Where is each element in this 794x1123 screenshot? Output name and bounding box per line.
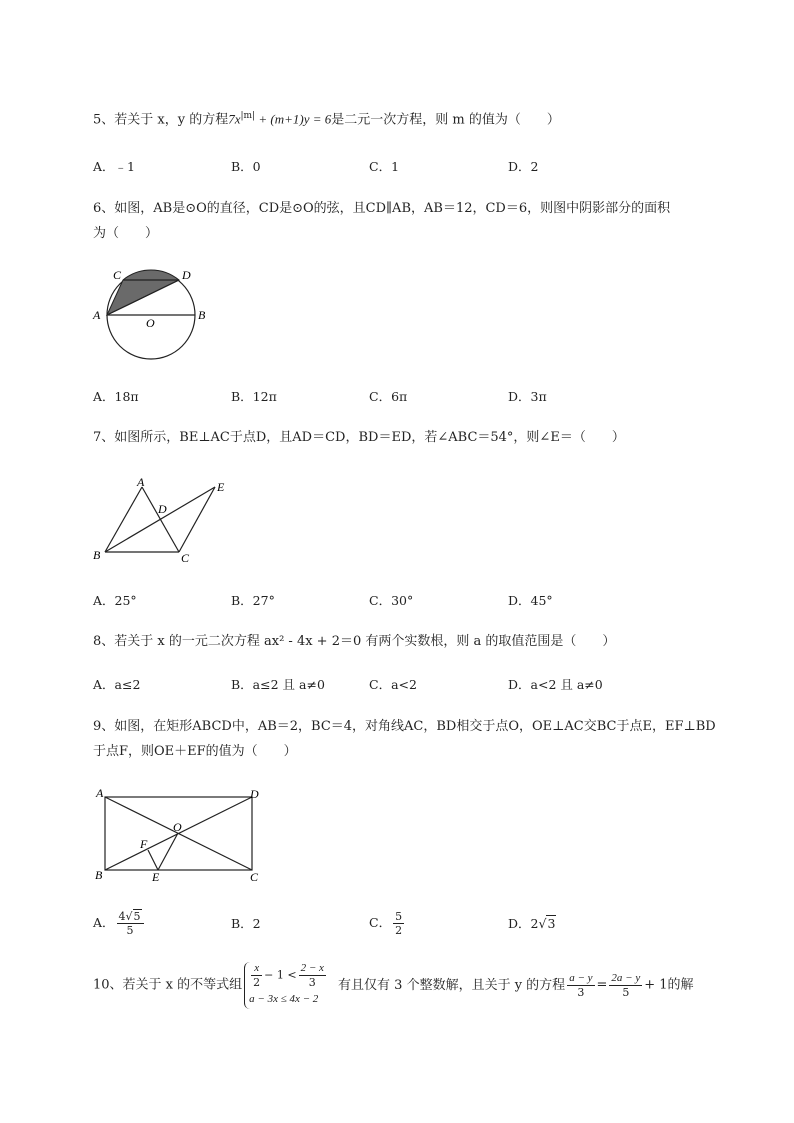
q7-option-c: C．30° — [369, 593, 414, 608]
q8-option-b: B．a≤2 且 a≠0 — [231, 677, 325, 692]
q6-label-a: A — [93, 308, 101, 322]
q10-ineq1-num-a: x — [251, 962, 262, 976]
q9-label-o: O — [173, 820, 182, 834]
q9-option-c-denominator: 2 — [395, 924, 403, 937]
q10-stem — [93, 962, 694, 1009]
q9-option-a-denominator: 5 — [126, 924, 134, 937]
q7-label-d: D — [158, 502, 167, 516]
q6-label-c: C — [113, 268, 122, 282]
q10-eq-den-b: 5 — [622, 986, 630, 999]
q6-label-o: O — [146, 316, 155, 330]
q5-eq-a: 7x — [228, 111, 241, 127]
q10-ineq1-den-b: 3 — [308, 976, 316, 989]
q6-option-c: C．6π — [369, 389, 408, 404]
q10-inequality-system — [244, 962, 328, 1009]
q7-triangle-figure — [88, 472, 238, 567]
q7-option-d: D．45° — [508, 593, 553, 608]
q7-label-c: C — [181, 551, 190, 565]
q10-ineq1-den-a: 2 — [253, 976, 261, 989]
q7-option-b: B．27° — [231, 593, 275, 608]
q8-option-c: C．a<2 — [369, 677, 417, 692]
q6-option-a: A．18π — [93, 389, 139, 404]
q9-label-a: A — [96, 786, 104, 800]
q8-option-a: A．a≤2 — [93, 677, 141, 692]
q6-option-d: D．3π — [508, 389, 547, 404]
q6-label-d: D — [182, 268, 191, 282]
q10-eq-left — [567, 972, 594, 999]
q9-stem-line2: 于点F，则OE＋EF的值为（ ） — [93, 744, 297, 759]
q6-option-b: B．12π — [231, 389, 277, 404]
q7-label-a: A — [137, 475, 145, 489]
q6-label-b: B — [198, 308, 206, 322]
q8-option-d: D．a<2 且 a≠0 — [508, 677, 603, 692]
q10-suffix: 的解 — [667, 977, 694, 993]
q5-option-b: B．0 — [231, 159, 261, 174]
q9-option-c — [369, 910, 406, 937]
q10-eq-num-b: 2a − y — [611, 972, 641, 984]
q10-eq-den-a: 3 — [577, 986, 585, 999]
q5-suffix: 是二元一次方程，则 m 的值为（ ） — [331, 112, 560, 128]
q10-eq-num-a: a − y — [569, 972, 593, 984]
q6-stem-line2: 为（ ） — [93, 226, 159, 241]
q5-eq-b: + (m+1)y = 6 — [255, 111, 332, 127]
q9-option-d: D．2√3 — [508, 916, 556, 931]
q9-option-a-fraction: $\frac{4√5}{5}$ — [117, 910, 144, 937]
q9-option-d-prefix: D．2 — [508, 916, 539, 931]
q10-eq-tail: + 1 — [644, 977, 668, 993]
q5-option-c: C．1 — [369, 159, 400, 174]
q9-option-b: B．2 — [231, 916, 261, 931]
q9-option-a-coef: 4 — [118, 910, 126, 923]
q9-label-f: F — [140, 837, 148, 851]
q10-eq-sign: = — [596, 977, 608, 993]
q10-inequality-2: a − 3x ≤ 4x − 2 — [249, 993, 319, 1005]
q9-option-c-prefix: C． — [369, 915, 392, 930]
q5-eq-sup: |m| — [240, 111, 256, 121]
q9-option-c-fraction — [393, 910, 404, 937]
q9-option-c-numerator: 5 — [395, 910, 403, 923]
q10-ineq1-num-b: 2 − x — [300, 962, 324, 974]
q6-stem-line1: 6、如图，AB是⊙O的直径，CD是⊙O的弦，且CD∥AB，AB＝12，CD＝6，则图中阴影部分的面积 — [93, 201, 671, 216]
q9-label-c: C — [250, 870, 259, 884]
q9-option-a-radicand: 5 — [133, 910, 141, 923]
q9-option-a-prefix: A． — [93, 915, 115, 930]
q10-inequality-1 — [249, 962, 328, 989]
q10-ineq1-mid: − 1 < — [264, 968, 297, 982]
q9-option-d-radicand: 3 — [547, 916, 556, 931]
q10-eq-right — [609, 972, 642, 999]
q9-rectangle-figure — [88, 782, 268, 887]
q8-stem: 8、若关于 x 的一元二次方程 ax² - 4x + 2＝0 有两个实数根，则 a 的取值范围是（ ） — [93, 634, 616, 649]
q7-option-a: A．25° — [93, 593, 137, 608]
q9-stem-line1: 9、如图，在矩形ABCD中，AB＝2，BC＝4，对角线AC，BD相交于点O，OE⊥AC交BC于点E，EF⊥BD — [93, 719, 716, 734]
q7-stem: 7、如图所示，BE⊥AC于点D，且AD＝CD，BD＝ED，若∠ABC＝54°，则∠E＝（ ） — [93, 430, 625, 445]
q10-middle: 有且仅有 3 个整数解，且关于 y 的方程 — [338, 977, 566, 993]
q6-circle-figure — [88, 262, 218, 372]
q9-label-b: B — [95, 868, 103, 882]
q5-option-d: D．2 — [508, 159, 539, 174]
q5-prefix: 5、若关于 x，y 的方程 — [93, 112, 229, 128]
q7-label-e: E — [217, 480, 225, 494]
q5-stem — [93, 106, 560, 130]
q9-option-a — [93, 910, 146, 937]
q5-option-a: A．﹣1 — [93, 159, 135, 174]
q10-prefix: 10、若关于 x 的不等式组 — [93, 977, 243, 993]
q9-label-e: E — [152, 870, 160, 884]
q9-label-d: D — [250, 787, 259, 801]
q7-label-b: B — [93, 548, 101, 562]
